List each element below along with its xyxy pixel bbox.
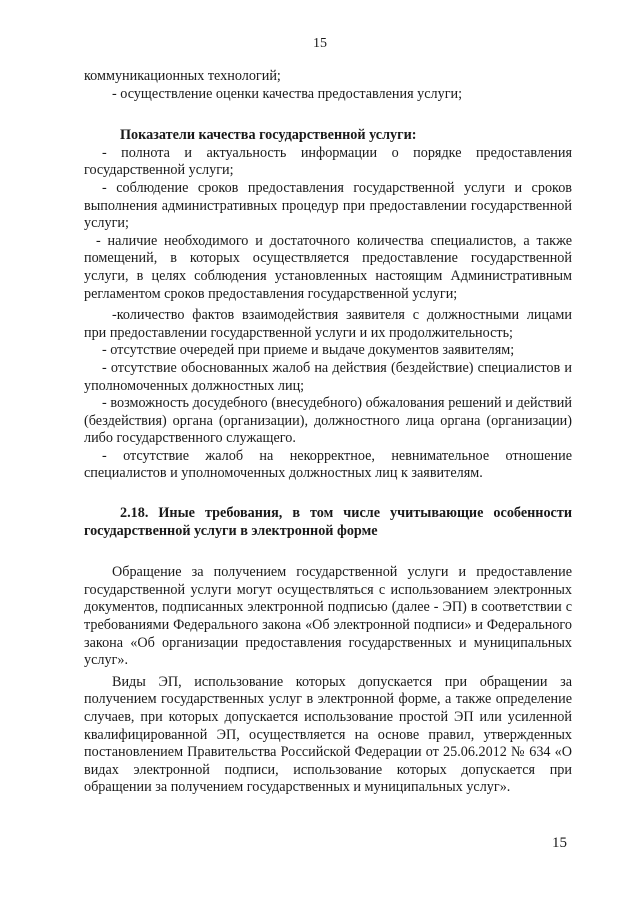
text-line: - осуществление оценки качества предоставления услуги; bbox=[112, 85, 463, 102]
page-number-top: 15 bbox=[313, 36, 327, 51]
text-line: коммуникационных технологий; bbox=[84, 68, 281, 84]
list-item: -количество фактов взаимодействия заявителя с должностными лицами при предоставлении государственной услуги и их продолжительность; bbox=[84, 307, 572, 341]
paragraph: Виды ЭП, использование которых допускается при обращении за получением государственных услуг в электронной форме, а также определение случаев, при которых допускается использование простой ЭП или усиленной квалифицированной ЭП, осуществляется на основе правил, утвержденных постановлением Правительства Российской Федерации от 25.06.2012 № 634 «О видах электронной подписи, использование которых допускается при обращении за получением государственных и муниципальных услуг». bbox=[84, 673, 572, 796]
list-item: - отсутствие жалоб на некорректное, невнимательное отношение специалистов и уполномоченных должностных лиц к заявителям. bbox=[84, 447, 572, 482]
paragraph: Обращение за получением государственной услуги и предоставление государственной услуги могут осуществляться с использованием электронных документов, подписанных электронной подписью (далее - ЭП) в соответствии с требованиями Федерального закона «Об электронной подписи» и Федерального закона «Об организации предоставления государственных и муниципальных услуг». bbox=[84, 564, 572, 669]
list-item: - возможность досудебного (внесудебного) обжалования решений и действий (бездействия) органа (организации), должностного лица органа (организации) либо государственного служащего. bbox=[84, 395, 572, 447]
list-item: - отсутствие обоснованных жалоб на действия (бездействие) специалистов и уполномоченных должностных лиц; bbox=[84, 359, 572, 394]
list-item: - отсутствие очередей при приеме и выдаче документов заявителям; bbox=[102, 342, 515, 359]
section-heading-quality: Показатели качества государственной услуги: bbox=[120, 127, 417, 144]
list-item: - соблюдение сроков предоставления государственной услуги и сроков выполнения административных процедур при предоставлении государственной услуги; bbox=[84, 179, 572, 232]
page-number-bottom: 15 bbox=[552, 835, 567, 851]
document-body bbox=[84, 68, 572, 797]
list-item: - полнота и актуальность информации о порядке предоставления государственной услуги; bbox=[84, 144, 572, 179]
section-heading-2-18: 2.18. Иные требования, в том числе учитывающие особенности государственной услуги в электронной форме bbox=[84, 505, 572, 539]
list-item: - наличие необходимого и достаточного количества специалистов, а также помещений, в которых осуществляется предоставление государственной услуги, в целях соблюдения установленных настоящим Административным регламентом сроков предоставления государственной услуги; bbox=[84, 232, 572, 302]
